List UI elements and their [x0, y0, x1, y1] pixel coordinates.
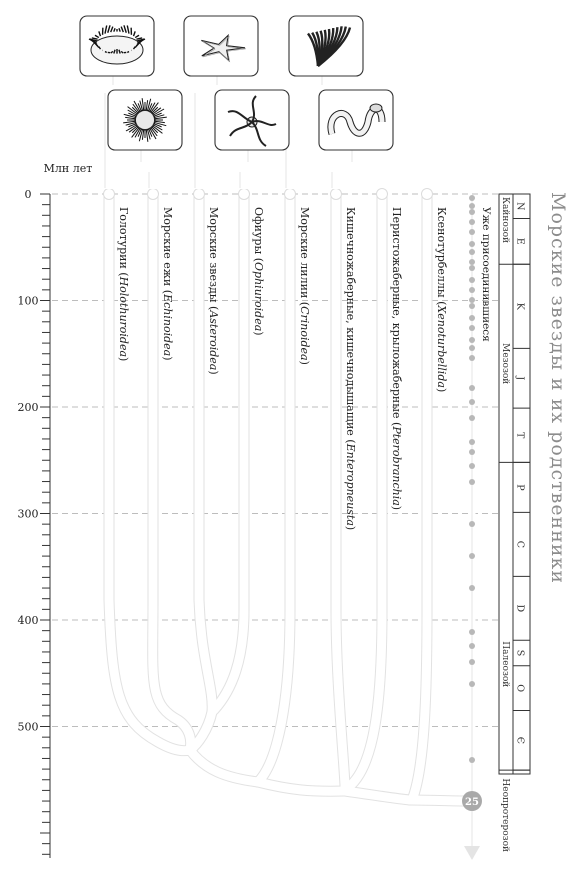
period-label: K: [515, 303, 526, 311]
axis-tick-label: 0: [25, 188, 32, 201]
diagram-title: Морские звезды и их родственники: [547, 192, 569, 584]
joined-lineage-dot: [469, 209, 475, 215]
starfish-icon: [184, 16, 258, 76]
taxon-latin-name: Asteroidea: [207, 309, 220, 370]
taxon-name: Офиуры: [252, 207, 265, 254]
taxon-label: [344, 207, 357, 530]
joined-lineage-dot: [469, 325, 475, 331]
period-label: N: [515, 202, 526, 210]
taxon-latin-open: (: [435, 298, 448, 306]
joined-lineage-dot: [469, 643, 475, 649]
axis-label: Млн лет: [44, 162, 93, 175]
taxon-name: Кишечножаберные, кишечнодышащие: [344, 207, 357, 436]
acorn-worm-icon: [319, 90, 393, 150]
already-joined-label: Уже присоединившиеся: [480, 207, 492, 342]
taxon-latin-open: (: [252, 254, 265, 262]
tree: [104, 189, 473, 802]
taxon-label: [207, 207, 220, 375]
joined-lineage-dot: [469, 195, 475, 201]
branch-tip: [194, 189, 205, 200]
joined-lineage-dot: [469, 659, 475, 665]
taxon-latin-name: Crinoidea: [298, 306, 311, 361]
connector: [336, 150, 356, 189]
taxon-label: [161, 207, 174, 361]
taxon-latin-name: Holothuroidea: [117, 276, 130, 357]
papilla: [105, 52, 107, 53]
axis-tick-label: 300: [18, 508, 39, 521]
taxon-latin-name: Echinoidea: [161, 293, 174, 356]
sea-cucumber-icon: [80, 16, 154, 76]
branch: [412, 194, 427, 800]
joined-lineage-dot: [469, 399, 475, 405]
geologic-timescale: [499, 194, 530, 858]
joined-lineage-dot: [469, 585, 475, 591]
era-label: Палеозой: [500, 641, 510, 687]
taxon-name: Перистожаберные, крыложаберные: [390, 207, 403, 419]
taxon-name: Ксенотурбеллы: [435, 207, 448, 298]
joined-lineage-dot: [469, 241, 475, 247]
period-label: T: [515, 432, 526, 439]
branch-tip: [285, 189, 296, 200]
joined-lineage-dot: [469, 315, 475, 321]
axis-tick-label: 500: [18, 721, 39, 734]
joined-lineage-dot: [469, 681, 475, 687]
taxon-latin-name: Pterobranchia: [390, 425, 403, 505]
branch-tip: [422, 189, 433, 200]
joined-lineage-dot: [469, 463, 475, 469]
taxon-name: Морские ежи: [161, 207, 174, 286]
period-label: C: [515, 541, 526, 548]
joined-lineage-dot: [469, 449, 475, 455]
rendezvous-number: 25: [465, 797, 479, 808]
joined-lineage-dot: [469, 303, 475, 309]
taxon-latin-open: (: [207, 303, 220, 311]
period-label: Є: [515, 737, 526, 744]
taxon-label: [252, 207, 265, 336]
period-label: P: [515, 484, 526, 491]
taxon-latin-open: (: [161, 286, 174, 294]
taxon-name: Морские лилии: [298, 207, 311, 298]
period-label: S: [515, 650, 526, 657]
era-label: Мезозой: [500, 343, 510, 384]
taxon-latin-open: (: [117, 269, 130, 277]
brittle-star-icon: [215, 90, 289, 150]
papilla: [127, 52, 129, 53]
joined-lineage-dot: [469, 385, 475, 391]
taxon-label: [117, 207, 130, 361]
joined-lineage-dot: [469, 287, 475, 293]
joined-lineage-dot: [469, 415, 475, 421]
taxon-label: [390, 207, 403, 510]
joined-lineage-dot: [469, 219, 475, 225]
joined-lineage-dot: [469, 249, 475, 255]
joined-lineage-dot: [469, 553, 475, 559]
joined-lineage-dot: [469, 337, 475, 343]
axis-tick-label: 200: [18, 401, 39, 414]
taxon-latin-close: ): [161, 356, 174, 360]
taxon-latin-close: ): [435, 388, 448, 392]
already-joined-lineage: [462, 195, 492, 860]
branch-tip: [377, 189, 388, 200]
joined-lineage-dot: [469, 265, 475, 271]
taxon-latin-open: (: [390, 419, 403, 427]
sea-urchin-icon: [108, 90, 182, 150]
taxon-latin-name: Enteropneusta: [344, 443, 357, 526]
joined-lineage-dot: [469, 355, 475, 361]
branch-tip: [239, 189, 250, 200]
taxon-latin-name: Xenoturbellida: [435, 304, 448, 388]
illustrations: [80, 16, 393, 189]
taxon-name: Голотурии: [117, 207, 130, 269]
sea-lily-icon: [289, 16, 363, 76]
joined-lineage-dot: [469, 277, 475, 283]
taxon-label: [435, 207, 448, 392]
period-label: E: [515, 238, 526, 245]
period-label: O: [515, 684, 526, 692]
taxon-latin-close: ): [252, 331, 265, 335]
branch-tip: [104, 189, 115, 200]
joined-lineage-dot: [469, 297, 475, 303]
joined-lineage-dot: [469, 203, 475, 209]
taxon-latin-close: ): [390, 506, 403, 510]
joined-lineage-dot: [469, 757, 475, 763]
joined-lineage-dot: [469, 521, 475, 527]
worm-proboscis: [370, 104, 382, 112]
taxon-labels: [117, 207, 448, 530]
taxon-name: Морские звезды: [207, 207, 220, 303]
branch-tip: [148, 189, 159, 200]
era-label: Кайнозой: [500, 197, 510, 243]
era-label: Неопротерозой: [500, 778, 510, 852]
taxon-latin-open: (: [298, 298, 311, 306]
taxon-latin-close: ): [344, 526, 357, 530]
period-label: D: [515, 604, 526, 612]
branch: [345, 791, 410, 800]
axis-tick-label: 400: [18, 614, 39, 627]
branch-tip: [331, 189, 342, 200]
arrow-down-icon: [464, 846, 480, 860]
taxon-latin-close: ): [117, 357, 130, 361]
taxon-label: [298, 207, 311, 365]
joined-lineage-dot: [469, 259, 475, 265]
taxon-latin-open: (: [344, 436, 357, 444]
taxon-latin-close: ): [207, 370, 220, 374]
joined-lineage-dot: [469, 439, 475, 445]
axis-tick-label: 100: [18, 295, 39, 308]
taxon-latin-name: Ophiuroidea: [252, 262, 265, 331]
taxon-latin-close: ): [298, 361, 311, 365]
joined-lineage-dot: [469, 629, 475, 635]
joined-lineage-dot: [469, 479, 475, 485]
period-label: J: [515, 375, 526, 380]
joined-lineage-dot: [469, 229, 475, 235]
joined-lineage-dot: [469, 345, 475, 351]
